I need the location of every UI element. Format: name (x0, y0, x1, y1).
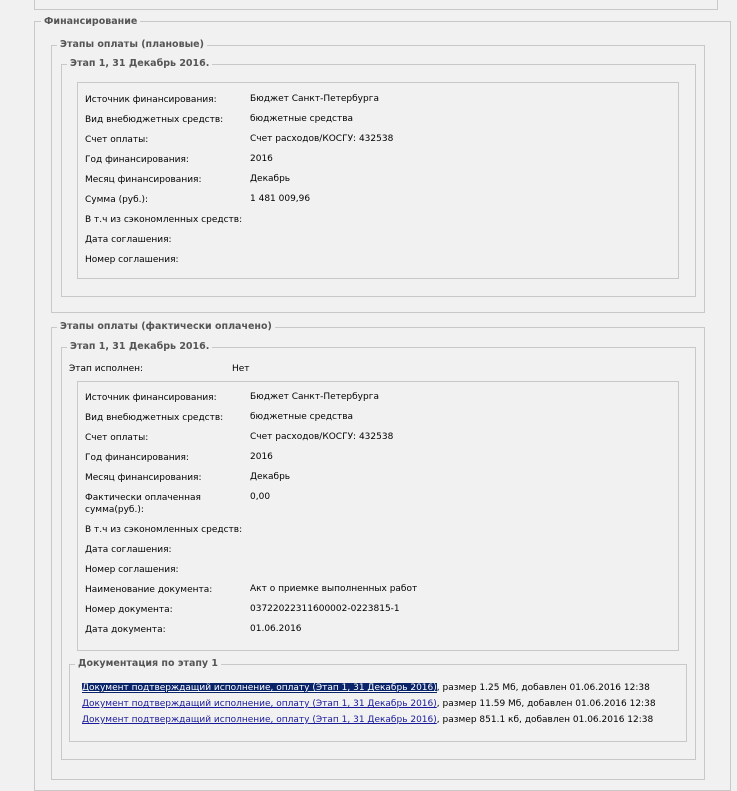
actual-row-label-7: Дата соглашения: (85, 545, 172, 555)
planned-row-value-4: Декабрь (250, 174, 291, 184)
actual-row-value-5: 0,00 (250, 492, 271, 502)
planned-row-label-3: Год финансирования: (85, 155, 189, 165)
actual-row-label-8: Номер соглашения: (85, 565, 179, 575)
actual-row-value-11: 01.06.2016 (250, 624, 302, 634)
actual-row-label-5-line2: сумма(руб.): (85, 505, 144, 515)
actual-row-label-0: Источник финансирования: (85, 393, 217, 403)
document-item (82, 698, 656, 710)
planned-row-label-1: Вид внебюджетных средств: (85, 115, 224, 125)
actual-row-label-5: Фактически оплаченная (85, 493, 201, 503)
document-item (82, 682, 650, 694)
actual-row-label-10: Номер документа: (85, 605, 173, 615)
actual-row-value-1: бюджетные средства (250, 412, 354, 422)
actual-row-value-10: 03722022311600002-0223815-1 (250, 604, 400, 614)
planned-row-value-5: 1 481 009,96 (250, 194, 311, 204)
actual-row-label-6: В т.ч из сэкономленных средств: (85, 525, 243, 535)
document-link[interactable]: Документ подтверждащий исполнение, оплату (Этап 1, 31 Декабрь 2016) (82, 683, 437, 693)
actual-row-label-3: Год финансирования: (85, 453, 189, 463)
actual-row-label-4: Месяц финансирования: (85, 473, 202, 483)
actual-row-value-4: Декабрь (250, 472, 291, 482)
document-link[interactable]: Документ подтверждащий исполнение, оплату (Этап 1, 31 Декабрь 2016) (82, 699, 437, 709)
actual-row-value-2: Счет расходов/КОСГУ: 432538 (250, 432, 394, 442)
planned-row-label-0: Источник финансирования: (85, 95, 217, 105)
document-item (82, 714, 653, 726)
planned-row-value-1: бюджетные средства (250, 114, 354, 124)
planned-row-value-3: 2016 (250, 154, 273, 164)
planned-row-label-2: Счет оплаты: (85, 135, 149, 145)
planned-row-value-0: Бюджет Санкт-Петербурга (250, 94, 379, 104)
actual-row-label-2: Счет оплаты: (85, 433, 149, 443)
actual-row-value-9: Акт о приемке выполненных работ (250, 584, 418, 594)
financing-legend: Финансирование (41, 16, 140, 28)
document-link[interactable]: Документ подтверждащий исполнение, оплату (Этап 1, 31 Декабрь 2016) (82, 715, 437, 725)
actual-row-value-0: Бюджет Санкт-Петербурга (250, 392, 379, 402)
planned-row-label-5: Сумма (руб.): (85, 195, 149, 205)
documents-legend: Документация по этапу 1 (75, 658, 221, 670)
planned-row-label-6: В т.ч из сэкономленных средств: (85, 215, 243, 225)
stage-executed-value: Нет (232, 364, 250, 374)
planned-stage-title: Этап 1, 31 Декабрь 2016. (67, 58, 212, 70)
actual-row-label-11: Дата документа: (85, 625, 166, 635)
stage-executed-label: Этап исполнен: (69, 364, 144, 374)
planned-row-label-8: Номер соглашения: (85, 255, 179, 265)
planned-row-label-7: Дата соглашения: (85, 235, 172, 245)
actual-stages-legend: Этапы оплаты (фактически оплачено) (57, 321, 275, 333)
planned-row-value-2: Счет расходов/КОСГУ: 432538 (250, 134, 394, 144)
actual-row-label-1: Вид внебюджетных средств: (85, 413, 224, 423)
actual-row-label-9: Наименование документа: (85, 585, 213, 595)
planned-stages-legend: Этапы оплаты (плановые) (57, 39, 207, 51)
planned-row-label-4: Месяц финансирования: (85, 175, 202, 185)
document-info: , размер 851.1 кб, добавлен 01.06.2016 12:38 (436, 715, 654, 725)
previous-section-box (34, 0, 718, 10)
document-info: , размер 11.59 Мб, добавлен 01.06.2016 12:38 (436, 699, 656, 709)
document-info: , размер 1.25 Мб, добавлен 01.06.2016 12:38 (436, 683, 650, 693)
actual-row-value-3: 2016 (250, 452, 273, 462)
actual-stage-title: Этап 1, 31 Декабрь 2016. (67, 341, 212, 353)
